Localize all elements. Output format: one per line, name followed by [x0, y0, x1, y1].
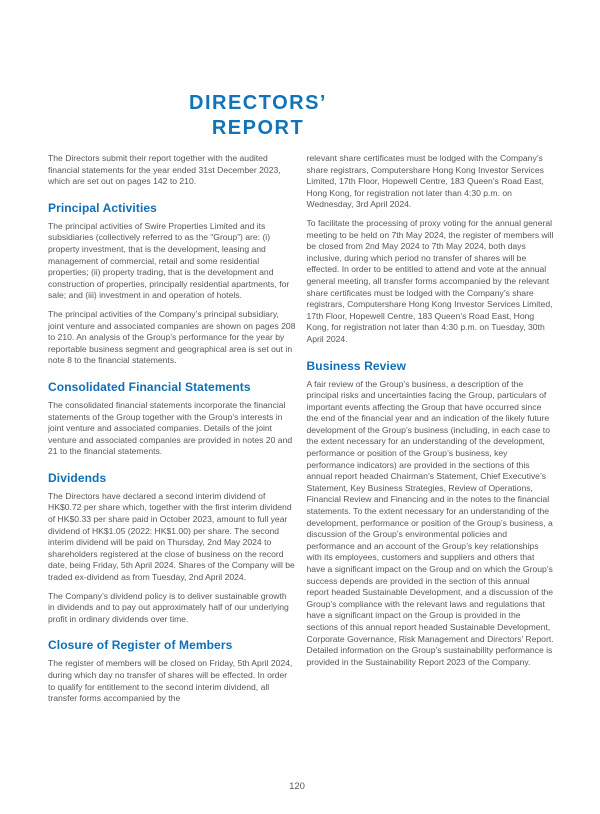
report-title-line1: DIRECTORS’: [189, 92, 327, 115]
principal-activities-paragraph-2: The principal activities of the Company’s principal subsidiary, joint venture and associated companies are shown on pages 208 to 210. An analysis of the Group’s performance for the year by reportable business segment and geographical area is set out in note 8 to the financial statements.: [48, 308, 296, 366]
section-heading-closure-of-register-of-members: Closure of Register of Members: [48, 638, 233, 653]
business-review-paragraph: A fair review of the Group’s business, a description of the principal risks and uncertainties facing the Group, particulars of important events affecting the Group that have occurred since the end of the financial year and an indication of the likely future development of the Group’s business (including, in each case to the extent necessary for an understanding of the development, performance or position of the Group’s business, key performance indicators) are provided in the sections of this annual report headed Chairman’s Statement, Chief Executive’s Statement, Key Business Strategies, Review of Operations, Financial Review and Financing and in the notes to the financial statements. To the extent necessary for an understanding of the development, performance or position of the Group’s business, a discussion of the Group’s environmental policies and performance and an account of the Group’s key relationships with its employees, customers and suppliers and others that have a significant impact on the Group and on which the Group’s success depends are provided in the section of this annual report headed Sustainable Development, and a discussion of the Group’s compliance with the relevant laws and regulations that have a significant impact on the Group is provided in the sections of this annual report headed Sustainable Development, Corporate Governance, Risk Management and Directors’ Report. Detailed information on the Group’s sustainability performance is provided in the Sustainability Report 2023 of the Company.: [306, 378, 554, 667]
section-heading-business-review: Business Review: [306, 358, 407, 373]
report-title-line2: REPORT: [211, 117, 305, 140]
closure-continued-paragraph-2: To facilitate the processing of proxy voting for the annual general meeting to be held on 7th May 2024, the register of members will be closed from 2nd May 2024 to 7th May 2024, both days inclusive, during which period no transfer of shares will be effected. In order to be entitled to attend and vote at the annual general meeting, all transfer forms accompanied by the relevant share certificates must be lodged with the Company’s share registrars, Computershare Hong Kong Investor Services Limited, 17th Floor, Hopewell Centre, 183 Queen’s Road East, Hong Kong, for registration not later than 4:30 p.m. on Tuesday, 30th April 2024.: [306, 217, 554, 344]
right-column: [307, 153, 555, 712]
section-heading-dividends: Dividends: [48, 470, 107, 485]
section-heading-principal-activities: Principal Activities: [48, 200, 157, 215]
two-column-text-body: [48, 153, 554, 712]
closure-continued-paragraph-1: relevant share certificates must be lodged with the Company’s share registrars, Computershare Hong Kong Investor Services Limited, 17th Floor, Hopewell Centre, 183 Queen’s Road East, Hong Kong, for registration not later than 4:30 p.m. on Wednesday, 3rd April 2024.: [306, 153, 544, 210]
report-title: [0, 91, 516, 141]
consolidated-financial-statements-paragraph: The consolidated financial statements incorporate the financial statements of the Group together with the Group’s interests in joint venture and associated companies. Details of the joint venture and associated companies are provided in notes 20 and 21 to the financial statements.: [48, 399, 293, 457]
section-heading-consolidated-financial-statements: Consolidated Financial Statements: [48, 379, 251, 394]
page-number: 120: [289, 781, 305, 792]
left-column: [48, 153, 296, 712]
dividends-paragraph-2: The Company’s dividend policy is to deliver sustainable growth in dividends and to pay out approximately half of our underlying profit in ordinary dividends over time.: [48, 590, 289, 624]
intro-paragraph: The Directors submit their report together with the audited financial statements for the year ended 31st December 2023, which are set out on pages 142 to 210.: [48, 153, 281, 187]
dividends-paragraph-1: The Directors have declared a second interim dividend of HK$0.72 per share which, together with the first interim dividend of HK$0.33 per share paid in October 2023, amount to full year dividend of HK$1.05 (2022: HK$1.00) per share. The second interim dividend will be paid on Thursday, 2nd May 2024 to shareholders registered at the close of business on the record date, being Friday, 5th April 2024. Shares of the Company will be traded ex-dividend as from Tuesday, 2nd April 2024.: [48, 490, 295, 583]
principal-activities-paragraph-1: The principal activities of Swire Properties Limited and its subsidiaries (collectively referred to as the “Group”) are: (i) property investment, that is the development, leasing and management of commercial, retail and some residential properties; (ii) property trading, that is the development and construction of properties, principally residential apartments, for sale; and (iii) investment in and operation of hotels.: [48, 220, 290, 301]
page-footer: [0, 776, 594, 794]
closure-of-register-paragraph: The register of members will be closed on Friday, 5th April 2024, during which day no transfer of shares will be effected. In order to qualify for entitlement to the second interim dividend, all transfer forms accompanied by the: [48, 658, 293, 704]
